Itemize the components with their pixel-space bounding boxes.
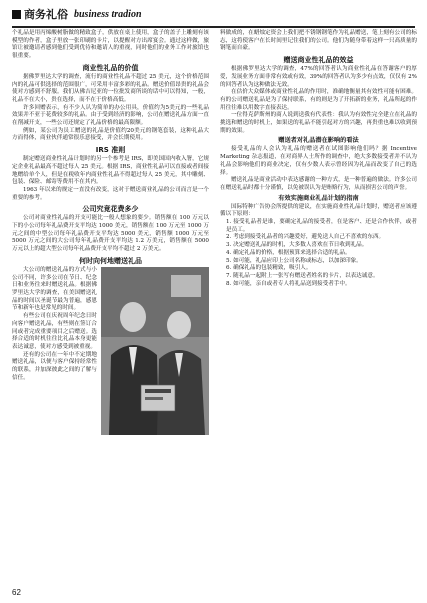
- section-heading-benefits: 赠送商业性礼品的效益: [283, 56, 354, 65]
- paragraph: 有些公司在庆祝周年纪念日时向客户赠送礼品，有些则在签订合同或者完成重要项目之后赠送。选择合适的时机往往比礼品本身更能表达诚意，使对方感受到被重视。: [12, 313, 97, 350]
- page-number: 62: [12, 588, 21, 597]
- business-people-photo: [101, 267, 209, 435]
- right-column: [220, 30, 417, 288]
- page-header: [12, 2, 415, 28]
- paragraph: 还有的公司在一年中不定期地赠送礼品，以便与客户保持经常性的联系，并加深彼此之间的了解与信任。: [12, 351, 97, 381]
- list-item: 2. 考虑到接受礼品者的兴趣爱好，避免送人自己不喜欢的东西。: [226, 234, 385, 241]
- paragraph: 根据佛罗里达大学的调查，47%的回答者认为商业性礼品在答谢客户的厚爱，发展业务方面非常有效或有效，39%的回答者认为多少有点效，仅仅有 2%的回答者认为这种做法无效。: [220, 66, 417, 88]
- header-title-en: business tradion: [74, 8, 142, 20]
- section-heading-spending: 公司究竟花费多少: [82, 205, 139, 214]
- paragraph: 制定赠送商业性礼品计划时的另一个参考是 IRS，即美国国内收入署，它规定企业礼品最高不超过每人 25 美元。根据 IRS，商业性礼品可以直接或者间接地赠给单个人，但是在税收年内商业性礼品不得超过每人 25 美元，其中雕刻、包装、保险、邮寄等费用不在其内。: [12, 156, 209, 186]
- paragraph: 例如，某公司为员工赠送的礼品是价值约20美元的钢笔套装，这种礼品大方而得体，商业伙伴通常很乐意接受，并会长期使用。: [12, 127, 209, 142]
- paragraph: 料做成的，在蜡烛定资会上我们把不锈钢钢笔作为礼品赠送，笔上刻有公司的标志，这将使客户在长时间里记住我们的公司。他们为随身带着这样一只高质量的钢笔而自豪。: [220, 30, 417, 52]
- list-item: 1. 接受礼品者是谁，要确定礼品的接受者，在是客户、还是合作伙伴，或者是员工。: [226, 219, 417, 233]
- paragraph: 1963 年以来的规定一直没有改变，这对于赠送商业礼品的公司而言是一个重要的参考。: [12, 186, 209, 201]
- list-item: 3. 决定赠送礼品的时机，大多数人喜欢在节日收到礼品。: [226, 242, 368, 249]
- paragraph: 个礼品是用丙烯酸树脂做的精致盒子，供放在桌上使用，盒子的盖子上雕刻有该模型的作者，盒子里放一张印刷的卡片，以提醒对方出席宴会。通过这样做，旅馆让被邀请者感到他们受到优待和邀请人的重视，同时他们的业务工作对旅馆也很重要。: [12, 30, 209, 60]
- photo-section: [12, 267, 209, 435]
- list-item: 8. 如可能，亲自或者专人将礼品送到接受者手中。: [226, 280, 351, 287]
- header-title-cn: 商务礼俗: [24, 8, 68, 21]
- list-item: 6. 确保礼品的包装精致，吸引人。: [226, 265, 312, 272]
- paragraph: 大公司的赠送礼品的方式与小公司不同，许多公司在节日、纪念日和业务往来时赠送礼品。根据佛罗里达大学的调查，在美国赠送礼品的时间以圣诞节最为普遍，感恩节和新年也是常见的时间。: [12, 266, 97, 312]
- paragraph: 据佛罗里达大学的调查，流行的商业性礼品不超过 25 美元，这个价格范围内的礼品可供选择的范围很广，可采用丰富多彩的礼品。赠送价值昂贵的礼品会使对方感到不舒服。我们从佛吉尼亚的一位批发商所谈的话中可以得知，一般，礼品不在大小，贵在选择，而不在于价格高低。: [12, 73, 209, 103]
- paragraph: 许多回赠表示，有不少人认为简单的办公用具，价值约为5美元的一些礼品效果并不亚于花费较多的礼品。由于受到经济的影响，公司在赠送礼品方面一直在削减开支，一些公司还规定了礼品价格的最高限额。: [12, 104, 209, 127]
- list-item: 5. 如可能，礼品应印上公司名称或标志，以加深印象。: [226, 257, 362, 264]
- section-heading-influence: 赠送者对礼品潜在影响的看法: [278, 137, 359, 145]
- paragraph: 接受礼品的人会认为礼品的赠送者在试图影响他们吗？据 Incentive Marketing 杂志报道，在对商界人士所作的调查中，绝大多数接受者并不认为礼品会影响他们的商业决定，仅有少数人表示曾经因为礼品而改变了自己的选择。: [220, 146, 417, 176]
- paragraph: 在估价大众媒体或商业性礼品的作用时，准确地衡量其有效性可能有困难。有的公司赠送礼品是为了保持联系，有的则是为了开拓新的业务，礼品所起的作用往往难以用数字直接表达。: [220, 89, 417, 111]
- paragraph: 赠送礼品是商业活动中表达感谢的一种方式，是一种普遍的做法。许多公司在赠送礼品时都十分谨慎，以免被误认为是贿赂行为，从而损害公司的声誉。: [220, 177, 417, 191]
- header-square-icon: [12, 10, 21, 19]
- paragraph: 公司对商业性礼品的开支可能比一般人想象的要少。销售额在 100 万元以下的小公司每年礼品费开支平均达 1000 美元，销售额在 100 万元至 1000 万元之间的中型公司每年礼品费开支平均达 5000 美元，销售额 1000 万元至 5000 万元之间的大公司每年礼品费开支平均达 1.2 万美元，销售额在 5000 万元以上的超大型公司每年礼品费开支平均不超过 2 万美元。: [12, 215, 209, 253]
- section-heading-when-where: 何时向何地赠送礼品: [79, 256, 142, 265]
- section-heading-gift-value: 商业性礼品的价值: [82, 63, 139, 72]
- list-item: 4. 确定礼品的价格，根据预算来选择合适的礼品。: [226, 249, 351, 256]
- section-heading-guidelines: 有效实施商业礼品计划的指南: [278, 194, 359, 202]
- left-column: [12, 30, 209, 435]
- list-item: 7. 随礼品一起附上一张写有赠送者姓名的卡片，以表达诚意。: [226, 272, 379, 279]
- paragraph: 一位得克萨斯州的商人说到送我有代表性：我认为有效性完全建立在礼品的挑选和赠送的时机上，如果送的礼品不能引起对方的兴趣，再贵重也难以收到预期的效果。: [220, 112, 417, 134]
- section-heading-irs: IRS 准则: [95, 146, 126, 155]
- photo-side-text: [12, 267, 97, 383]
- paragraph: 国际特种广告协会所提供的建议，在实施商业性礼品计划时，赠送者应该遵循以下原则：: [220, 203, 417, 218]
